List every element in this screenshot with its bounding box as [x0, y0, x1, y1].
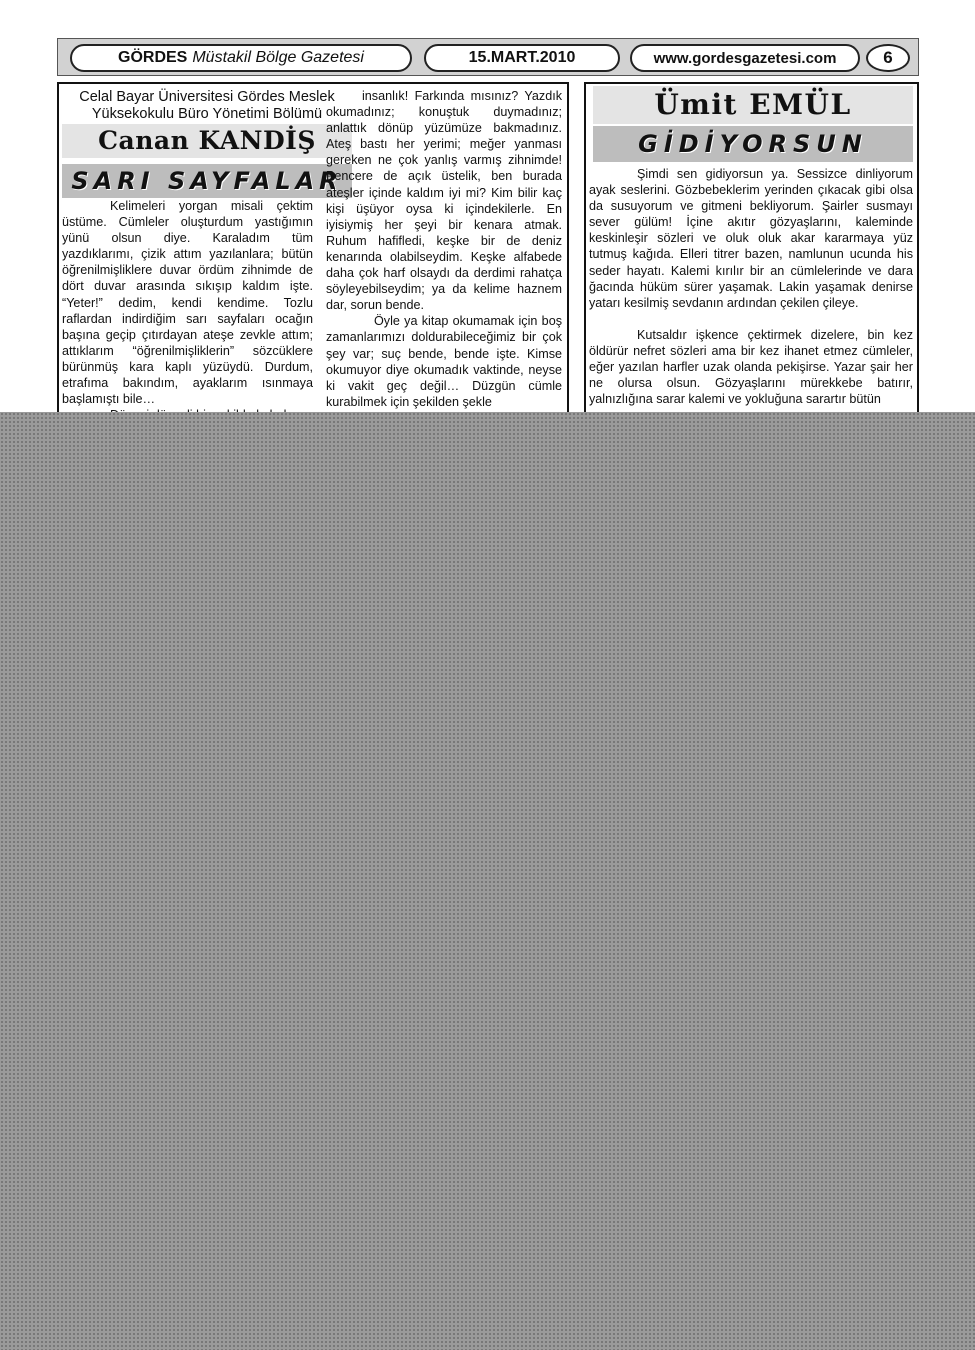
- issue-date: 15.MART.2010: [424, 44, 620, 72]
- author-institution: [62, 89, 352, 123]
- right-paragraph-2: Kutsaldır işkence çektirmek dizelere, bin kez öldürür nefret sözleri ama bir kez ihanet etmez cümleler, eğer yazılan harfler uzak olanda pekişirse. Yazar şair her ne olursa olsun. Gözyaşlarını mürekkebe batırır, yalnızlığına sarar kalemi ve yokluğuna sarartır bütün: [589, 327, 913, 407]
- left-author-name: Canan KANDİŞ: [62, 124, 352, 158]
- right-author-name: Ümit EMÜL: [593, 86, 913, 124]
- institution-line-2: Yüksekokulu Büro Yönetimi Bölümü: [91, 106, 323, 122]
- right-paragraph-1: Şimdi sen gidiyorsun ya. Sessizce dinliyorum ayak seslerini. Gözbebeklerim yerinden çıkacak gibi olsa da susuyorum ve gitmeni bekliyorum. Şairler susmayı sever gülüm! İçine akıtır gözyaşlarını, kaleminde keskinleşir sözleri ve oluk oluk akar kararmaya yüz tutmuş kağıda. Elleri titrer bazen, namlunun ucunda his seder hayatı. Kalemi kırılır bir an cümlelerinde ve dara ğacında hüküm sürer yaşamak. Lakin yaşamak denirse yatarı kesilmiş sevdanın ardından çekilen çileye.: [589, 167, 913, 310]
- right-article-title: GİDİYORSUN: [593, 126, 913, 162]
- left-col2-paragraph-1: insanlık! Farkında mısınız? Yazdık okumadınız; konuştuk duymadınız; anlattık dönüp yüzümüze bakmadınız. Ateş bastı her yerimi; meğer yanması gereken ne çok yanlış varmış zihnimde! Pencere de açık üstelik, ben burada ateşler içinde kaldım iyi mi? Kim bilir kaç kişi üşüyor oysa ki içindekilerle. En iyisiymiş her şeyi bir kenara atmak. Ruhum hafifledi, keşke bir de deniz kenarında olabilseydim. Keşke alfabede daha çok harf olsaydı da derdimi rahatça söyleyebilseydim; ya da kelime haznem dar, sorun bende.: [326, 89, 562, 313]
- page-number: 6: [866, 44, 910, 72]
- paper-name-bold: GÖRDES: [118, 49, 188, 66]
- redaction-overlay: [0, 412, 975, 1350]
- institution-line-1: Celal Bayar Üniversitesi Gördes Meslek: [79, 89, 335, 105]
- paper-name: [70, 44, 412, 72]
- left-col1-paragraph-1: Kelimeleri yorgan misali çektim üstüme. Cümleler oluşturdum yastığımın yünü olsun diye. Karaladım tüm yazdıklarımı, çizik attım yazılanlara; bütün öğrenilmişliklere duvar ördüm zihnimde de dört duvar arasında sıkışıp kaldım işte. “Yeter!” dedim, kendi kendime. Tozlu raflardan indirdiğim sarı sayfaları ocağın başına geçip çıtırdayan ateşe zevkle attım; attıklarım “öğrenilmişliklerin” sözcüklere bürünmüş kara kaplı yüzüydü. Durdum, etrafıma bakındım, ayaklarım ısınmaya başlamıştı bile…: [62, 199, 313, 407]
- left-article-column-1: [62, 198, 313, 423]
- website-link[interactable]: www.gordesgazetesi.com: [630, 44, 860, 72]
- left-article-column-2: [326, 88, 562, 410]
- paper-name-rest: Müstakil Bölge Gazetesi: [192, 49, 364, 66]
- left-article-title: SARI SAYFALAR: [62, 164, 352, 198]
- left-col2-paragraph-2: Öyle ya kitap okumamak için boş zamanlarımızı doldurabileceğimiz bir çok şey var; suç bende, bende işte. Kimse okumuyor diye okumadık vaktinde, neyse ki vakit geç değil… Düzgün cümle kurabilmek için şekilden şekle: [326, 314, 562, 409]
- right-article-column: [589, 166, 913, 407]
